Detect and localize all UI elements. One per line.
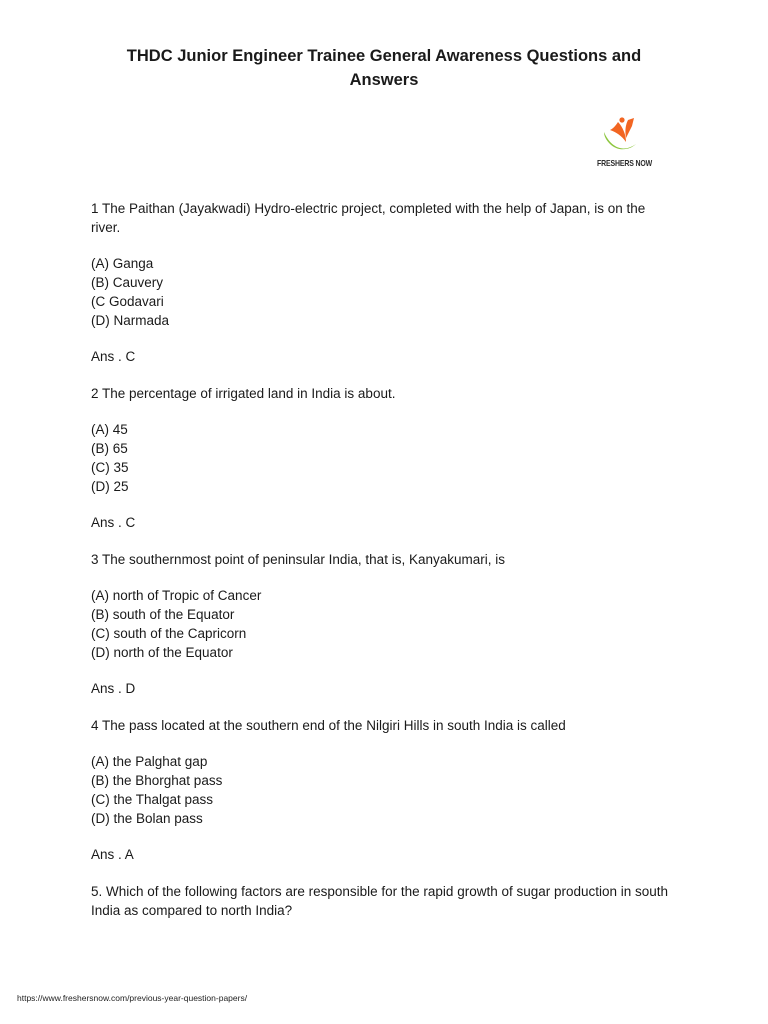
question-text: 5. Which of the following factors are responsible for the rapid growth of sugar production in south India as compared to north India?	[91, 884, 669, 918]
question-text: 2 The percentage of irrigated land in India is about.	[91, 386, 396, 401]
options-list	[91, 586, 671, 662]
freshers-now-logo	[592, 116, 653, 172]
options-list	[91, 254, 671, 330]
question-text: 1 The Paithan (Jayakwadi) Hydro-electric project, completed with the help of Japan, is on the river.	[91, 201, 646, 235]
answer: Ans . D	[91, 681, 136, 696]
logo-text: FRESHERS NOW	[597, 158, 653, 168]
options-list	[91, 752, 671, 828]
option: (D) 25	[91, 479, 129, 494]
page-title-line-2: Answers	[349, 71, 419, 89]
question-1	[91, 199, 671, 366]
question-text: 4 The pass located at the southern end of the Nilgiri Hills in south India is called	[91, 718, 566, 733]
question-list	[91, 199, 671, 920]
option: (C) the Thalgat pass	[91, 792, 214, 807]
option: (B) Cauvery	[91, 275, 164, 290]
option: (C Godavari	[91, 294, 164, 309]
option: (A) Ganga	[91, 256, 154, 271]
options-list	[91, 420, 671, 496]
page-title	[60, 44, 708, 92]
page-title-line-1: THDC Junior Engineer Trainee General Awareness Questions and	[126, 47, 642, 65]
option: (D) the Bolan pass	[91, 811, 203, 826]
answer: Ans . C	[91, 349, 136, 364]
option: (B) 65	[91, 441, 128, 456]
question-text: 3 The southernmost point of peninsular India, that is, Kanyakumari, is	[91, 552, 505, 567]
option: (A) the Palghat gap	[91, 754, 208, 769]
option: (C) south of the Capricorn	[91, 626, 247, 641]
question-5	[91, 882, 671, 920]
option: (B) south of the Equator	[91, 607, 235, 622]
question-2	[91, 384, 671, 532]
option: (B) the Bhorghat pass	[91, 773, 223, 788]
option: (D) Narmada	[91, 313, 170, 328]
option: (D) north of the Equator	[91, 645, 233, 660]
footer-url-link[interactable]: https://www.freshersnow.com/previous-year-question-papers/	[17, 993, 248, 1003]
question-4	[91, 716, 671, 864]
option: (A) 45	[91, 422, 128, 437]
logo-figure-icon	[592, 116, 648, 160]
question-3	[91, 550, 671, 698]
option: (A) north of Tropic of Cancer	[91, 588, 262, 603]
answer: Ans . A	[91, 847, 134, 862]
option: (C) 35	[91, 460, 129, 475]
answer: Ans . C	[91, 515, 136, 530]
